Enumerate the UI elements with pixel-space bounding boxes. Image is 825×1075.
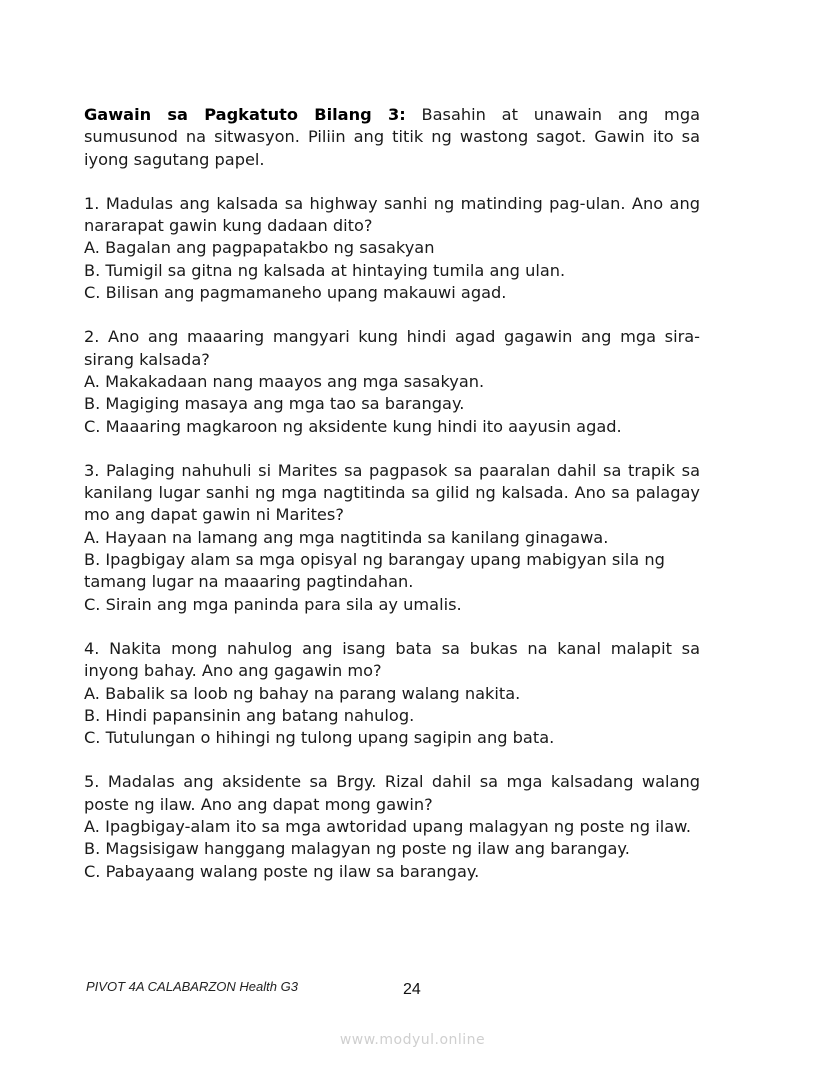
choice-a: A. Babalik sa loob ng bahay na parang walang nakita. [84, 683, 521, 703]
activity-instructions: Basahin at unawain ang mga sumusunod na sitwasyon. Piliin ang titik ng wastong sagot. Gawin ito sa iyong sagutang papel. [84, 105, 701, 169]
activity-label: Gawain sa Pagkatuto Bilang 3: [84, 105, 406, 124]
activity-intro [84, 104, 700, 171]
question-2 [84, 326, 700, 437]
choice-b: B. Ipagbigay alam sa mga opisyal ng barangay upang mabigyan sila ng tamang lugar na maaaring pagtindahan. [84, 550, 665, 592]
choice-a: A. Ipagbigay-alam ito sa mga awtoridad upang malagyan ng poste ng ilaw. [84, 817, 692, 837]
question-4 [84, 638, 700, 749]
choice-a: A. Hayaan na lamang ang mga nagtitinda sa kanilang ginagawa. [84, 527, 609, 547]
choice-c: C. Sirain ang mga paninda para sila ay umalis. [84, 594, 462, 614]
worksheet-content [84, 104, 700, 883]
question-stem: 1. Madulas ang kalsada sa highway sanhi ng matinding pag-ulan. Ano ang nararapat gawin kung dadaan dito? [84, 193, 700, 236]
question-stem: 3. Palaging nahuhuli si Marites sa pagpasok sa paaralan dahil sa trapik sa kanilang lugar sanhi ng mga nagtitinda sa gilid ng kalsada. Ano sa palagay mo ang dapat gawin ni Marites? [84, 460, 700, 525]
choice-c: C. Pabayaang walang poste ng ilaw sa barangay. [84, 861, 480, 881]
choice-b: B. Magsisigaw hanggang malagyan ng poste ng ilaw ang barangay. [84, 839, 630, 859]
question-5 [84, 771, 700, 882]
choice-c: C. Maaaring magkaroon ng aksidente kung hindi ito aayusin agad. [84, 416, 622, 436]
question-1 [84, 193, 700, 304]
watermark: www.modyul.online [339, 1032, 486, 1048]
question-stem: 2. Ano ang maaaring mangyari kung hindi agad gagawin ang mga sira-sirang kalsada? [84, 327, 700, 369]
choice-b: B. Magiging masaya ang mga tao sa barangay. [84, 394, 465, 414]
question-3 [84, 460, 700, 616]
choice-c: C. Bilisan ang pagmamaneho upang makauwi agad. [84, 283, 507, 303]
choice-b: B. Hindi papansinin ang batang nahulog. [84, 705, 415, 725]
footer-source: PIVOT 4A CALABARZON Health G3 [86, 979, 298, 994]
question-stem: 4. Nakita mong nahulog ang isang bata sa bukas na kanal malapit sa inyong bahay. Ano ang gagawin mo? [84, 638, 700, 681]
question-stem: 5. Madalas ang aksidente sa Brgy. Rizal dahil sa mga kalsadang walang poste ng ilaw. Ano ang dapat mong gawin? [84, 772, 700, 814]
choice-a: A. Makakadaan nang maayos ang mga sasakyan. [84, 371, 485, 391]
choice-b: B. Tumigil sa gitna ng kalsada at hintaying tumila ang ulan. [84, 260, 566, 280]
choice-c: C. Tutulungan o hihingi ng tulong upang sagipin ang bata. [84, 728, 555, 748]
choice-a: A. Bagalan ang pagpapatakbo ng sasakyan [84, 238, 435, 258]
page-number: 24 [403, 981, 421, 998]
